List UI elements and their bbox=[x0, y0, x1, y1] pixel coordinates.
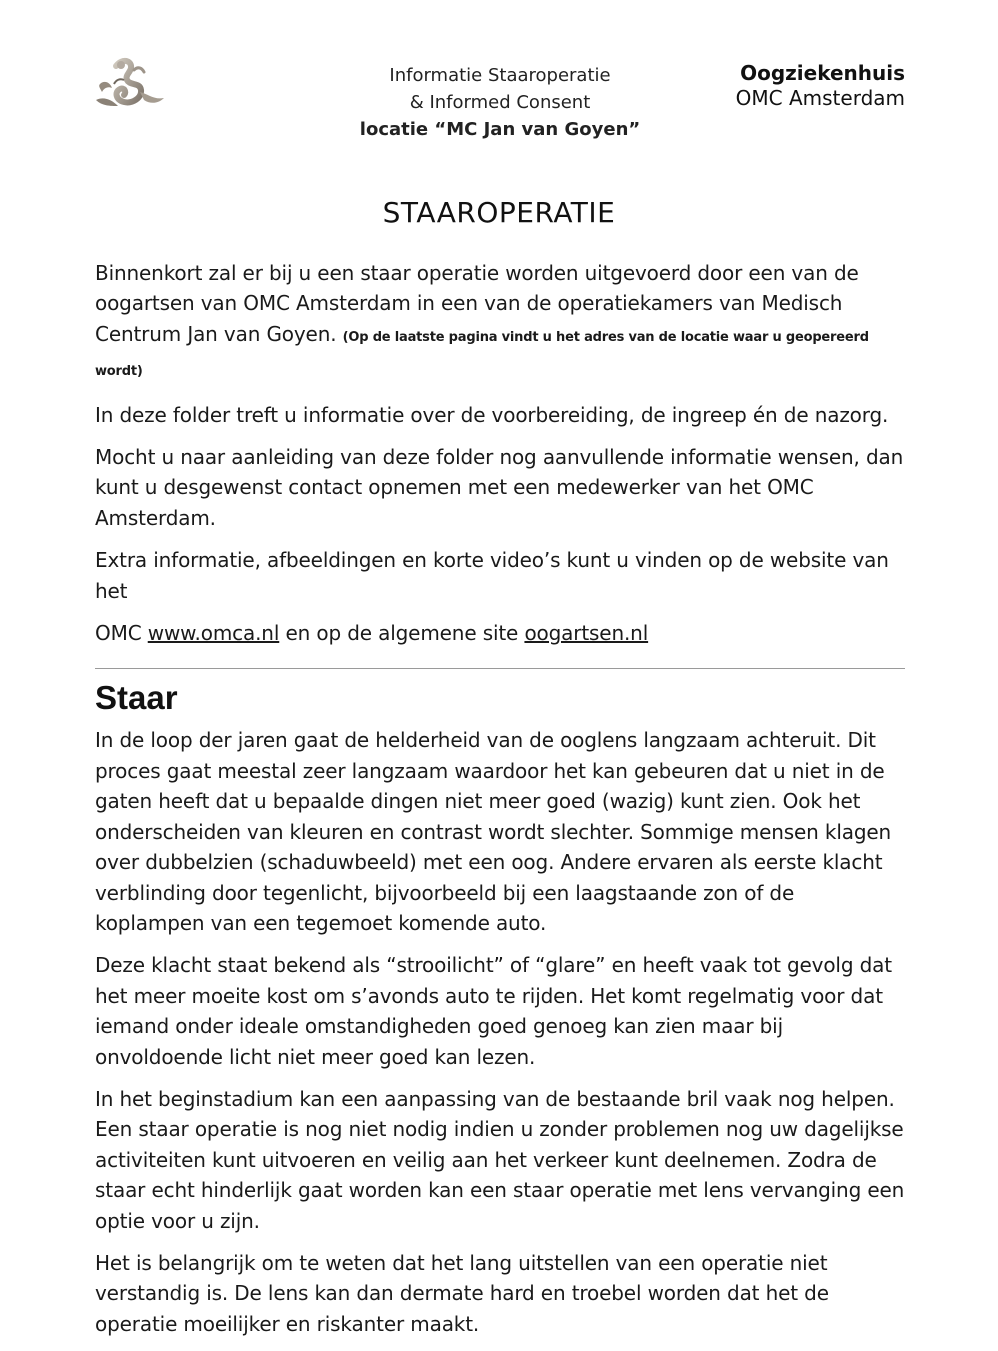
document-title: STAAROPERATIE bbox=[382, 196, 616, 229]
intro-paragraph-4: Extra informatie, afbeeldingen en korte video’s kunt u vinden op de website van het bbox=[95, 548, 889, 603]
organization-line1: Oogziekenhuis bbox=[740, 61, 905, 85]
staar-paragraph-2: Deze klacht staat bekend als “strooilicht” of “glare” en heeft vaak tot gevolg dat het meer moeite kost om s’avonds auto te rijden. Het komt regelmatig voor dat iemand onder ideale omstandigheden goed genoeg kan zien maar bij onvoldoende licht niet meer goed kan lezen. bbox=[95, 953, 892, 1069]
location-note: (Op de laatste pagina vindt u het adres van de locatie waar u geopereerd wordt) bbox=[95, 329, 869, 380]
header-location: locatie “MC Jan van Goyen” bbox=[359, 119, 641, 140]
header-title-line1: Informatie Staaroperatie bbox=[389, 65, 611, 86]
oogartsen-website-link[interactable]: oogartsen.nl bbox=[524, 621, 649, 646]
omca-website-link[interactable]: www.omca.nl bbox=[147, 621, 280, 646]
header-title-line2: & Informed Consent bbox=[409, 92, 591, 113]
intro-paragraph-5 bbox=[95, 618, 905, 648]
page-header bbox=[0, 0, 998, 150]
header-organization bbox=[736, 61, 905, 111]
section-heading-staar: Staar bbox=[95, 679, 178, 717]
staar-paragraph-3: In het beginstadium kan een aanpassing van de bestaande bril vaak nog helpen. Een staar operatie is nog niet nodig indien u zonder problemen nog uw dagelijkse activiteiten kunt uitvoeren en veilig aan het verkeer kunt deelnemen. Zodra de staar echt hinderlijk gaat worden kan een staar operatie met lens vervanging een optie voor u zijn. bbox=[95, 1086, 905, 1233]
organization-line2: OMC Amsterdam bbox=[735, 86, 905, 110]
intro-paragraph-3: Mocht u naar aanleiding van deze folder nog aanvullende informatie wensen, dan kunt u desgewenst contact opnemen met een medewerker van het OMC Amsterdam. bbox=[95, 445, 904, 530]
intro-text-5-middle: en op de algemene site bbox=[285, 621, 519, 646]
document-body bbox=[95, 258, 905, 1351]
intro-text-1: Binnenkort zal er bij u een staar operatie worden uitgevoerd door een van de oogartsen van OMC Amsterdam in een van de operatiekamers van Medisch Centrum Jan van Goyen. bbox=[95, 261, 859, 346]
intro-paragraph-2: In deze folder treft u informatie over de voorbereiding, de ingreep én de nazorg. bbox=[95, 402, 889, 427]
header-document-info bbox=[300, 62, 700, 143]
staar-paragraph-4: Het is belangrijk om te weten dat het lang uitstellen van een operatie niet verstandig is. De lens kan dan dermate hard en troebel worden dat het de operatie moeilijker en riskanter maakt. bbox=[95, 1250, 829, 1336]
sea-creature-logo bbox=[94, 56, 166, 114]
staar-paragraph-1: In de loop der jaren gaat de helderheid van de ooglens langzaam achteruit. Dit proces gaat meestal zeer langzaam waardoor het kan gebeuren dat u niet in de gaten heeft dat u bepaalde dingen niet meer goed (wazig) kunt zien. Ook het onderscheiden van kleuren en contrast wordt slechter. Sommige mensen klagen over dubbelzien (schaduwbeeld) met een oog. Andere ervaren als eerste klacht verblinding door tegenlicht, bijvoorbeeld bij een laagstaande zon of de koplampen van een tegemoet komende auto. bbox=[95, 728, 892, 935]
section-divider bbox=[95, 668, 905, 669]
intro-text-5-prefix: OMC bbox=[95, 621, 142, 646]
intro-paragraph-1 bbox=[95, 258, 905, 388]
